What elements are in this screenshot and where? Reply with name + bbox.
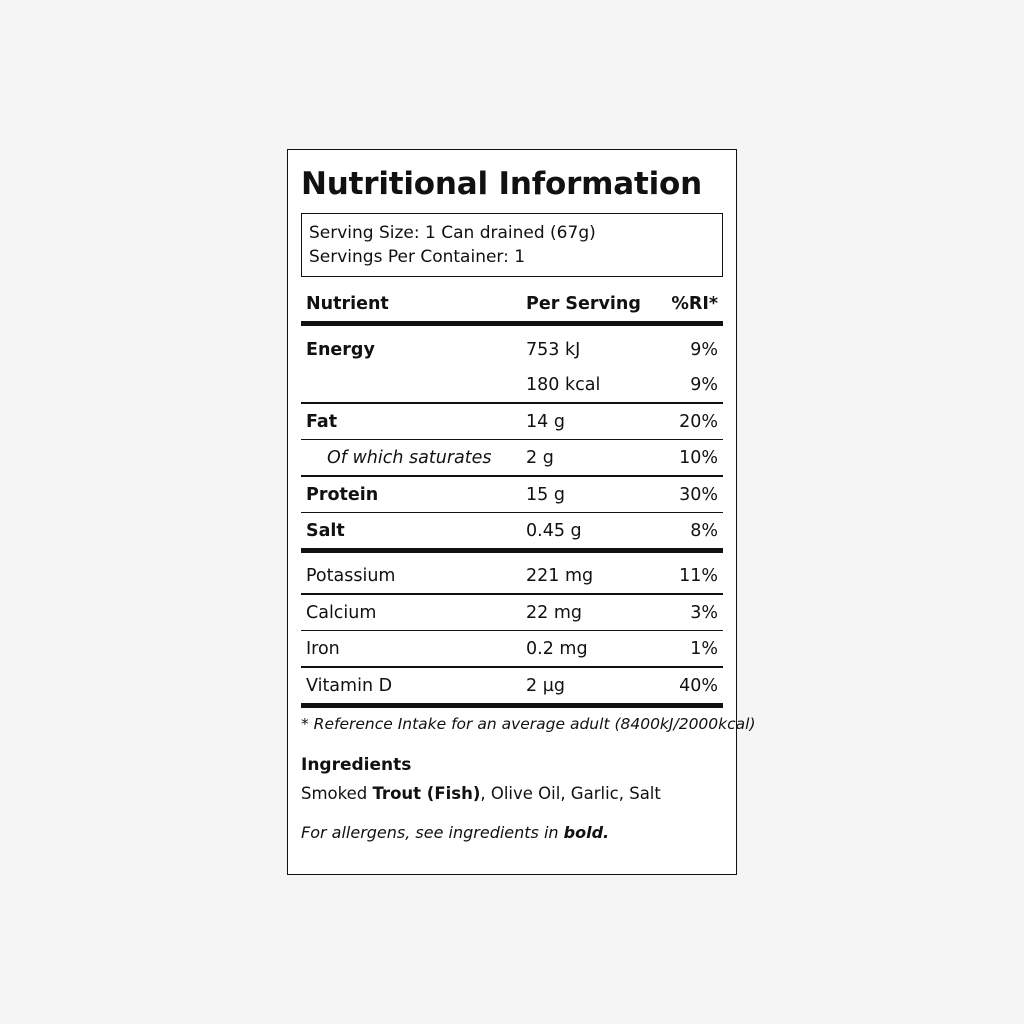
ingredients-list	[301, 784, 661, 803]
allergen-note	[301, 823, 609, 842]
allergen-note-emphasis: bold.	[563, 823, 610, 842]
ingredients-text-end: , Olive Oil, Garlic, Salt	[480, 784, 661, 803]
nutrient-amount: 22 mg	[526, 602, 582, 623]
serving-size: Serving Size: 1 Can drained (67g)	[309, 223, 596, 243]
nutrient-name: Potassium	[306, 566, 396, 586]
label-title: Nutritional Information	[301, 166, 703, 202]
serving-info-box	[301, 213, 723, 277]
nutrient-ri: 3%	[690, 602, 718, 623]
table-row-salt	[301, 513, 723, 548]
nutrient-amount: 2 g	[526, 448, 554, 468]
nutrient-name: Protein	[306, 484, 379, 505]
nutrient-amount: 180 kcal	[526, 375, 601, 395]
nutrient-name: Of which saturates	[327, 448, 492, 468]
nutrient-ri: 9%	[690, 375, 718, 395]
table-row-iron	[301, 631, 723, 666]
nutrient-ri: 10%	[679, 448, 718, 468]
table-header-row	[301, 288, 723, 321]
table-row-vitamin-d	[301, 668, 723, 703]
ri-footnote: * Reference Intake for an average adult (8400kJ/2000kcal)	[301, 715, 756, 733]
nutrient-ri: 20%	[679, 411, 718, 432]
ingredients-allergen: Trout (Fish)	[372, 784, 481, 803]
nutrient-amount: 0.45 g	[526, 521, 582, 541]
table-row-energy-kcal	[301, 367, 723, 402]
nutrient-amount: 753 kJ	[526, 340, 581, 360]
nutrient-amount: 15 g	[526, 484, 565, 505]
ingredients-text-start: Smoked	[301, 784, 373, 803]
table-row-potassium	[301, 558, 723, 593]
nutrient-name: Calcium	[306, 602, 377, 623]
nutrient-ri: 11%	[679, 566, 718, 586]
nutrient-ri: 8%	[690, 521, 718, 541]
header-per-serving: Per Serving	[526, 294, 641, 314]
nutrition-label	[287, 149, 756, 875]
nutrient-ri: 30%	[679, 484, 718, 505]
header-ri: %RI*	[671, 294, 718, 314]
servings-per-container: Servings Per Container: 1	[309, 247, 526, 267]
nutrient-name: Energy	[306, 340, 375, 360]
nutrient-amount: 0.2 mg	[526, 639, 588, 659]
nutrition-table	[301, 288, 723, 708]
allergen-note-text: For allergens, see ingredients in	[301, 823, 564, 842]
nutrient-amount: 14 g	[526, 411, 565, 432]
table-bottom-divider	[301, 703, 723, 708]
table-row-energy-kj	[301, 332, 723, 367]
table-row-saturates	[301, 440, 723, 475]
nutrient-ri: 9%	[690, 340, 718, 360]
ingredients-heading: Ingredients	[301, 755, 412, 775]
nutrient-name: Vitamin D	[306, 675, 393, 696]
table-row-protein	[301, 477, 723, 512]
nutrient-name: Salt	[306, 521, 345, 541]
nutrient-name: Fat	[306, 411, 338, 432]
nutrient-name: Iron	[306, 639, 340, 659]
header-nutrient: Nutrient	[306, 294, 389, 314]
nutrient-ri: 1%	[690, 639, 718, 659]
nutrient-amount: 221 mg	[526, 566, 594, 586]
nutrient-ri: 40%	[679, 675, 718, 696]
table-row-fat	[301, 404, 723, 439]
nutrient-amount: 2 µg	[526, 675, 565, 696]
table-row-calcium	[301, 595, 723, 630]
